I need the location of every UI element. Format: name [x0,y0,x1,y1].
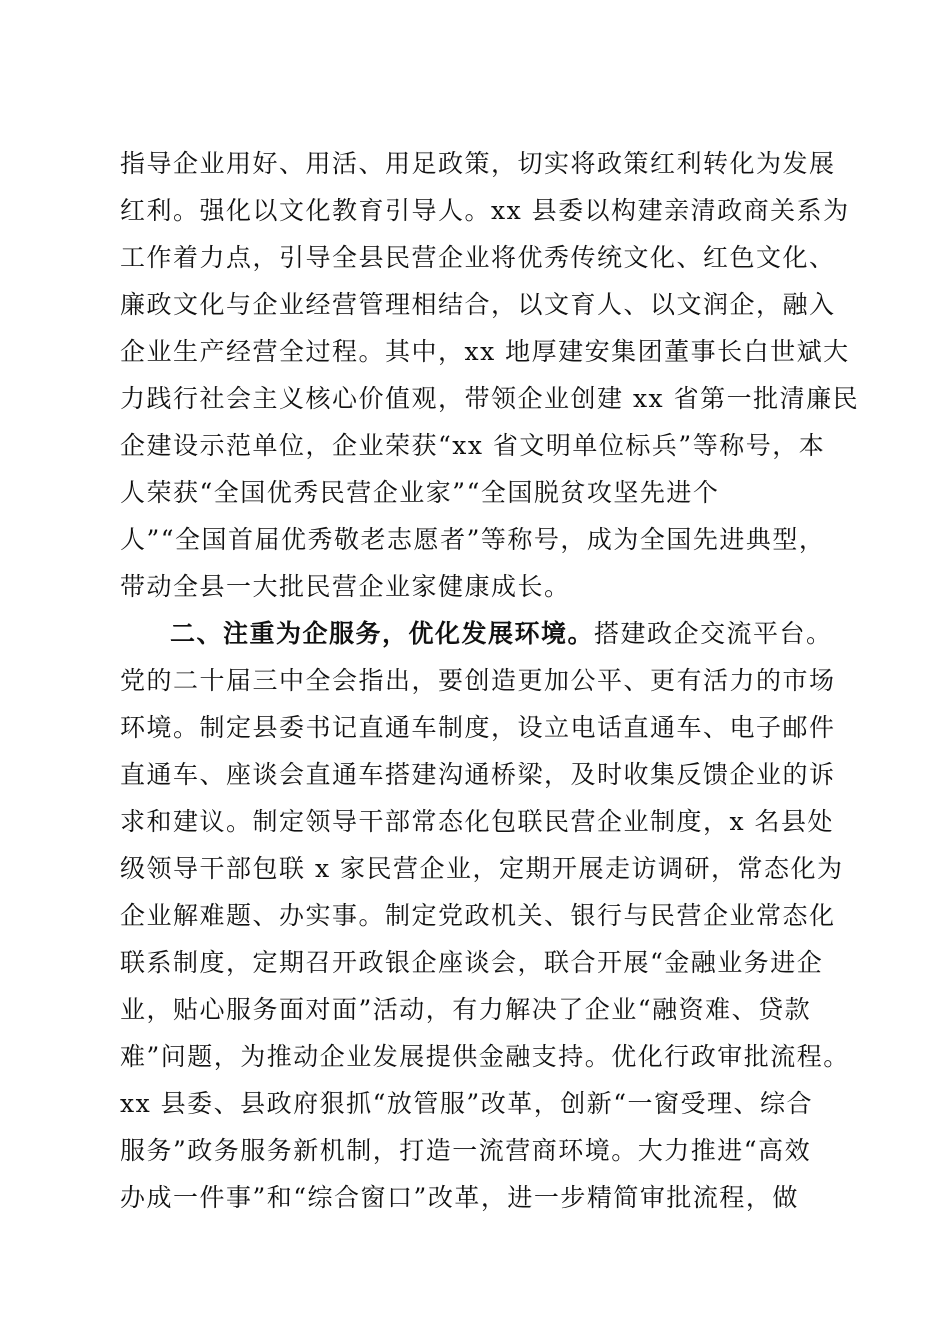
section-heading: 二、注重为企服务，优化发展环境。 [170,619,595,648]
text-line: 办成一件事”和“综合窗口”改革，进一步精简审批流程，做 [120,1183,799,1212]
text-line: 环境。制定县委书记直通车制度，设立电话直通车、电子邮件 [120,713,836,742]
text-line: 人”“全国首届优秀敬老志愿者”等称号，成为全国先进典型， [120,525,826,554]
text-line: 党的二十届三中全会指出，要创造更加公平、更有活力的市场 [120,666,836,695]
text-line: 联系制度，定期召开政银企座谈会，联合开展“金融业务进企 [120,948,824,977]
text-line: 直通车、座谈会直通车搭建沟通桥梁，及时收集反馈企业的诉 [120,760,836,789]
text-line: 红利。强化以文化教育引导人。xx 县委以构建亲清政商关系为 [120,196,850,225]
text-line: 级领导干部包联 x 家民营企业，定期开展走访调研，常态化为 [120,854,844,883]
text-line: 企建设示范单位，企业荣获“xx 省文明单位标兵”等称号，本 [120,431,826,460]
paragraph-first-line [170,614,833,654]
text-line: 廉政文化与企业经营管理相结合，以文育人、以文润企，融入 [120,290,836,319]
text-line: 企业解难题、办实事。制定党政机关、银行与民营企业常态化 [120,901,836,930]
text-line: xx 县委、县政府狠抓“放管服”改革，创新“一窗受理、综合 [120,1089,813,1118]
text-line: 难”问题，为推动企业发展提供金融支持。优化行政审批流程。 [120,1042,850,1071]
text-line: 指导企业用好、用活、用足政策，切实将政策红利转化为发展 [120,149,836,178]
text-line: 求和建议。制定领导干部常态化包联民营企业制度，x 名县处 [120,807,835,836]
text-span: 搭建政企交流平台。 [594,619,833,648]
text-line: 业，贴心服务面对面”活动，有力解决了企业“融资难、贷款 [120,995,812,1024]
text-line: 服务”政务服务新机制，打造一流营商环境。大力推进“高效 [120,1136,812,1165]
text-line: 工作着力点，引导全县民营企业将优秀传统文化、红色文化、 [120,243,836,272]
text-line: 企业生产经营全过程。其中，xx 地厚建安集团董事长白世斌大 [120,337,850,366]
text-line: 人荣获“全国优秀民营企业家”“全国脱贫攻坚先进个 [120,478,720,507]
text-line: 带动全县一大批民营企业家健康成长。 [120,572,571,601]
text-line: 力践行社会主义核心价值观，带领企业创建 xx 省第一批清廉民 [120,384,860,413]
